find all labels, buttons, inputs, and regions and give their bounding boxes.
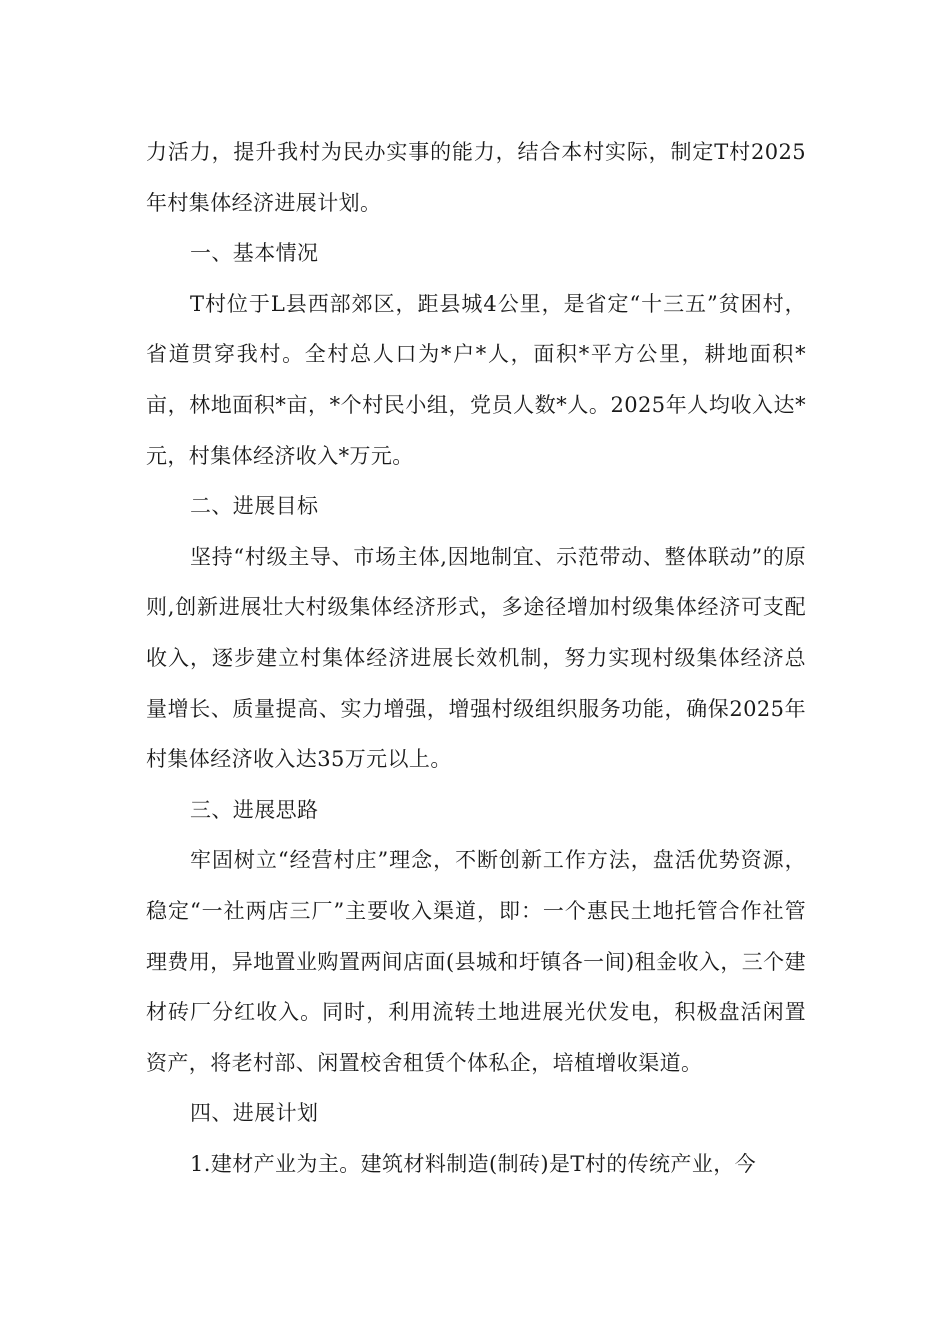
section-heading-development-goals: 二、进展目标 bbox=[190, 494, 319, 519]
intro-continuation-paragraph: 力活力，提升我村为民办实事的能力，结合本村实际，制定T村2025年村集体经济进展计划。 bbox=[146, 140, 806, 215]
section-heading-basic-situation: 一、基本情况 bbox=[190, 241, 319, 266]
section-heading-development-ideas: 三、进展思路 bbox=[190, 797, 319, 822]
section-heading-development-plan: 四、进展计划 bbox=[190, 1101, 319, 1126]
development-ideas-paragraph: 牢固树立“经营村庄”理念，不断创新工作方法，盘活优势资源，稳定“一社两店三厂”主要收入渠道，即：一个惠民土地托管合作社管理费用，异地置业购置两间店面(县城和圩镇各一间)租金收入，三个建材砖厂分红收入。同时，利用流转土地进展光伏发电，积极盘活闲置资产，将老村部、闲置校舍租赁个体私企，培植增收渠道。 bbox=[146, 848, 806, 1075]
development-goals-paragraph: 坚持“村级主导、市场主体,因地制宜、示范带动、整体联动”的原则,创新进展壮大村级集体经济形式，多途径增加村级集体经济可支配收入，逐步建立村集体经济进展长效机制，努力实现村级集体经济总量增长、质量提高、实力增强，增强村级组织服务功能，确保2025年村集体经济收入达35万元以上。 bbox=[146, 544, 806, 772]
basic-situation-paragraph: T村位于L县西部郊区，距县城4公里，是省定“十三五”贫困村，省道贯穿我村。全村总人口为*户*人，面积*平方公里，耕地面积*亩，林地面积*亩，*个村民小组，党员人数*人。2025年人均收入达*元，村集体经济收入*万元。 bbox=[146, 291, 806, 468]
document-body bbox=[146, 127, 806, 1189]
plan-item-paragraph: 1.建材产业为主。建筑材料制造(制砖)是T村的传统产业，今 bbox=[190, 1151, 757, 1176]
